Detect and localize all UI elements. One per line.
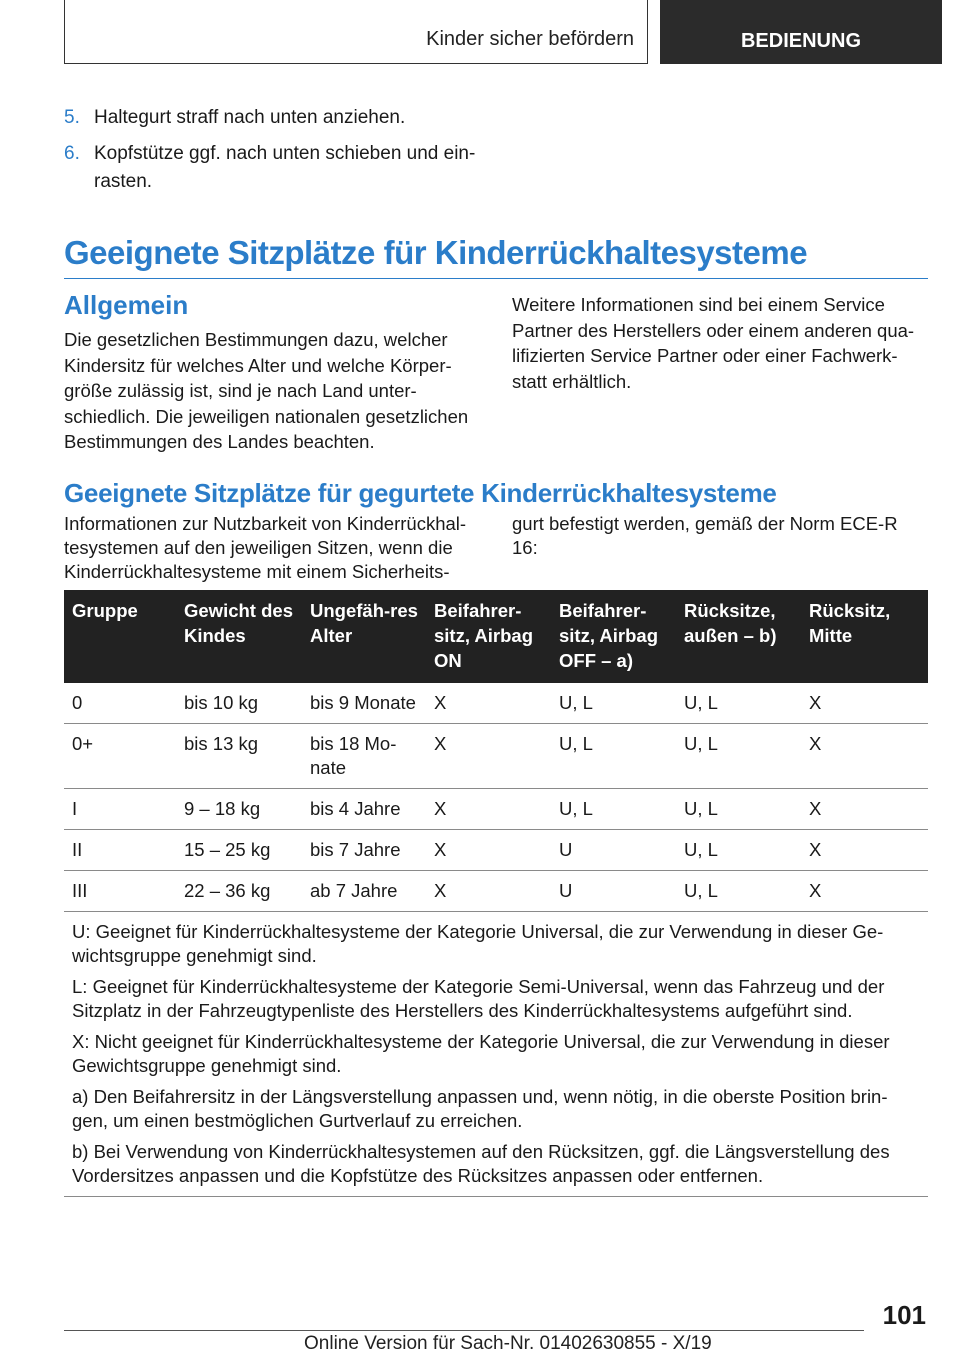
belted-heading: Geeignete Sitzplätze für gegurtete Kinderrückhaltesysteme <box>64 478 777 508</box>
table-cell: X <box>426 789 551 830</box>
table-cell: X <box>426 724 551 789</box>
table-cell: bis 10 kg <box>176 683 302 724</box>
table-cell: X <box>426 871 551 912</box>
table-cell: X <box>801 789 928 830</box>
table-cell: I <box>64 789 176 830</box>
table-note: U: Geeignet für Kinderrückhaltesysteme der Kategorie Universal, die zur Verwendung in dieser Ge-wichtsgruppe genehmigt sind. <box>72 921 884 966</box>
table-note: a) Den Beifahrersitz in der Längsverstellung anpassen und, wenn nötig, in die oberste Position brin-gen, um einen bestmöglichen Gurtverlauf zu erreichen. <box>72 1086 888 1131</box>
general-right-text: Weitere Informationen sind bei einem Service Partner des Herstellers oder einem anderen qua-lifizierten Service Partner oder einer Fachwerk-statt erhältlich. <box>512 294 915 392</box>
step-text: Haltegurt straff nach unten anziehen. <box>94 107 406 128</box>
table-note: b) Bei Verwendung von Kinderrückhaltesystemen auf den Rücksitzen, ggf. die Längsverstellung des Vordersitzes anpassen und die Kopfstütze des Rücksitzes anpassen oder entfernen. <box>72 1141 890 1186</box>
table-cell: 9 – 18 kg <box>176 789 302 830</box>
table-cell: bis 9 Monate <box>302 683 426 724</box>
table-cell: U <box>551 830 676 871</box>
table-note: X: Nicht geeignet für Kinderrückhaltesysteme der Kategorie Universal, die zur Verwendung in dieser Gewichtsgruppe genehmigt sind. <box>72 1031 890 1076</box>
column-header: Rücksitz, Mitte <box>801 590 928 683</box>
table-row <box>64 724 928 789</box>
table-cell: U <box>551 871 676 912</box>
table-cell: II <box>64 830 176 871</box>
table-row <box>64 789 928 830</box>
step-item <box>64 140 484 196</box>
section-title: Geeignete Sitzplätze für Kinderrückhaltesysteme <box>64 234 928 279</box>
footer-divider <box>64 1330 864 1331</box>
table-row <box>64 830 928 871</box>
table-notes-row <box>64 912 928 1197</box>
page-number: 101 <box>882 1300 926 1330</box>
table-cell: X <box>801 724 928 789</box>
step-number: 6. <box>64 143 80 164</box>
table-cell: U, L <box>551 683 676 724</box>
column-header: Ungefäh-res Alter <box>302 590 426 683</box>
column-header: Gruppe <box>64 590 176 683</box>
table-cell: U, L <box>676 724 801 789</box>
step-item <box>64 104 484 132</box>
table-cell: bis 13 kg <box>176 724 302 789</box>
table-cell: U, L <box>551 789 676 830</box>
footer-text: Online Version für Sach-Nr. 01402630855 - X/19 <box>304 1333 712 1354</box>
column-header: Beifahrer-sitz, Airbag OFF – a) <box>551 590 676 683</box>
general-heading: Allgemein <box>64 290 189 320</box>
table-cell: bis 7 Jahre <box>302 830 426 871</box>
belted-intro-right: gurt befestigt werden, gemäß der Norm ECE-R 16: <box>512 513 898 558</box>
table-cell: 0+ <box>64 724 176 789</box>
step-list <box>64 104 484 204</box>
belted-intro-left: Informationen zur Nutzbarkeit von Kinderrückhal-tesystemen auf den jeweiligen Sitzen, wenn die Kinderrückhaltesysteme mit einem Sicherheits- <box>64 513 467 582</box>
table-cell: X <box>426 683 551 724</box>
general-left-text: Die gesetzlichen Bestimmungen dazu, welcher Kindersitz für welches Alter und welche Körper-größe zulässig ist, sind je nach Land unter-schiedlich. Die jeweiligen nationalen gesetzlichen Bestimmungen des Landes beachten. <box>64 329 469 452</box>
step-number: 5. <box>64 107 80 128</box>
table-row <box>64 871 928 912</box>
table-cell: U, L <box>676 871 801 912</box>
table-note: L: Geeignet für Kinderrückhaltesysteme der Kategorie Semi-Universal, wenn das Fahrzeug und der Sitzplatz in der Fahrzeugtypenliste des Herstellers des Kinderrückhaltesystems aufgeführt sind. <box>72 976 885 1021</box>
table-header-row <box>64 590 928 683</box>
table-cell: bis 18 Mo-nate <box>302 724 426 789</box>
table-cell: X <box>801 830 928 871</box>
column-header: Gewicht des Kindes <box>176 590 302 683</box>
table-notes <box>64 912 928 1197</box>
general-left-column <box>64 290 484 455</box>
table-row <box>64 683 928 724</box>
general-right-column <box>512 290 928 394</box>
table-cell: ab 7 Jahre <box>302 871 426 912</box>
column-header: Beifahrer-sitz, Airbag ON <box>426 590 551 683</box>
table-cell: 0 <box>64 683 176 724</box>
column-header: Rücksitze, außen – b) <box>676 590 801 683</box>
header-section-title: Kinder sicher befördern <box>426 28 634 50</box>
seat-suitability-table <box>64 590 928 1197</box>
table-cell: X <box>801 683 928 724</box>
table-cell: 15 – 25 kg <box>176 830 302 871</box>
table-cell: U, L <box>676 683 801 724</box>
table-cell: X <box>801 871 928 912</box>
table-cell: III <box>64 871 176 912</box>
table-cell: U, L <box>676 789 801 830</box>
table-cell: 22 – 36 kg <box>176 871 302 912</box>
table-cell: bis 4 Jahre <box>302 789 426 830</box>
step-text: Kopfstütze ggf. nach unten schieben und ein-rasten. <box>94 143 476 192</box>
table-cell: X <box>426 830 551 871</box>
header-chapter-tab[interactable]: BEDIENUNG <box>660 0 942 64</box>
table-cell: U, L <box>551 724 676 789</box>
table-cell: U, L <box>676 830 801 871</box>
